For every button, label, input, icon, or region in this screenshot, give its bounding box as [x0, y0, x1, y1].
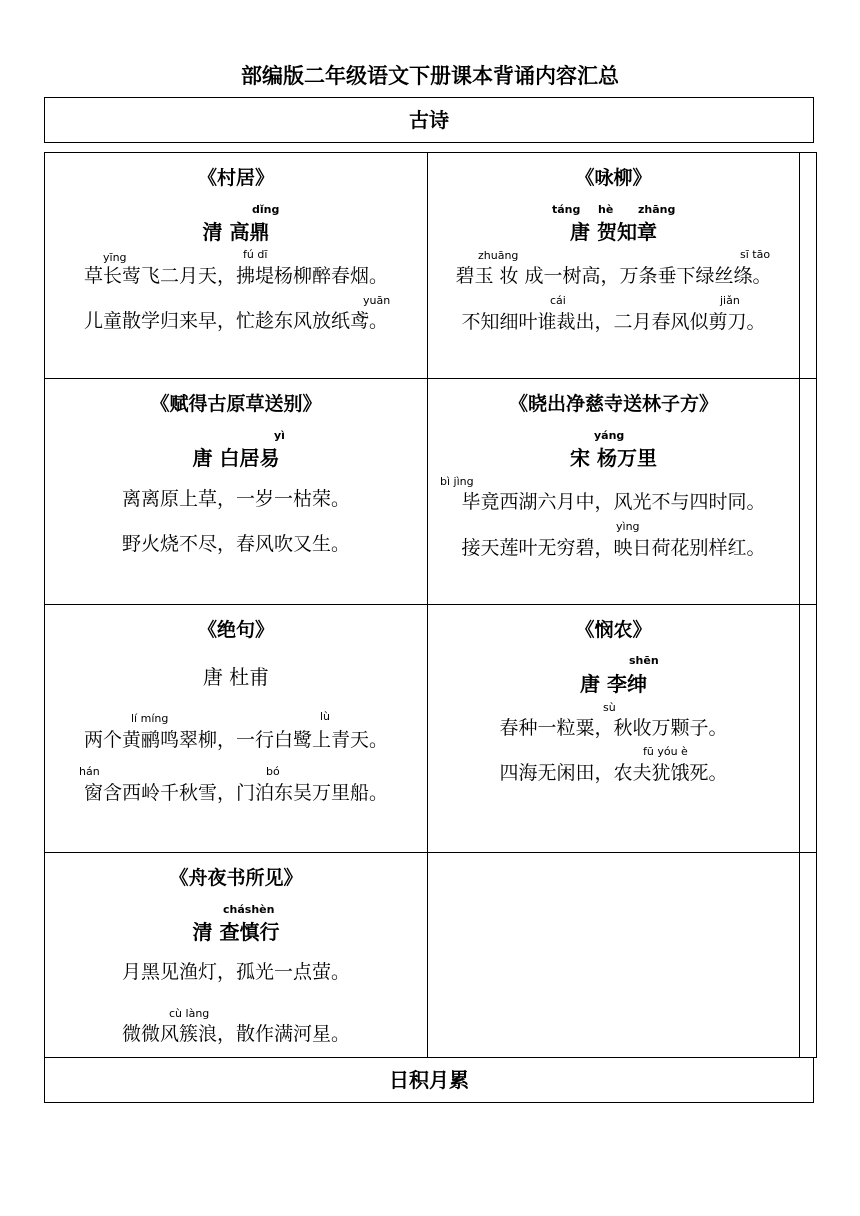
margin-cell	[800, 853, 817, 1058]
poem-author: 唐 贺知章	[570, 220, 657, 244]
pinyin-annotation: fū yóu è	[643, 745, 688, 758]
pinyin-annotation: sī tāo	[740, 248, 771, 261]
section-header-gushi: 古诗	[44, 97, 814, 143]
poem-cell-jueju	[45, 605, 428, 853]
poem-cell-cunju	[45, 153, 428, 379]
document-title: 部编版二年级语文下册课本背诵内容汇总	[241, 64, 619, 88]
poem-line: 两个黄鹂鸣翠柳，一行白鹭上青天。	[83, 729, 388, 751]
poem-title: 《村居》	[197, 167, 274, 189]
margin-cell	[800, 379, 817, 605]
pinyin-annotation: jiǎn	[720, 294, 740, 307]
pinyin-annotation: zhuāng	[478, 249, 519, 262]
poem-line: 碧玉 妆 成一树高，万条垂下绿丝绦。	[455, 265, 772, 287]
author-pinyin: zhāng	[638, 203, 676, 216]
author-pinyin: shēn	[629, 654, 659, 667]
pinyin-annotation: hán	[79, 765, 100, 778]
pinyin-annotation: yìng	[616, 520, 640, 533]
poem-author: 唐 李绅	[580, 672, 647, 696]
poem-title: 《绝句》	[197, 619, 274, 641]
author-pinyin: cháshèn	[223, 903, 275, 916]
pinyin-annotation: cù làng	[169, 1007, 210, 1020]
author-pinyin: yáng	[594, 429, 625, 442]
author-pinyin: dǐng	[252, 203, 280, 216]
pinyin-annotation: cái	[550, 294, 566, 307]
poem-line: 离离原上草，一岁一枯荣。	[121, 488, 350, 510]
poem-title: 《赋得古原草送别》	[150, 393, 322, 415]
poem-cell-minnong	[428, 605, 800, 853]
poem-line: 不知细叶谁裁出，二月春风似剪刀。	[461, 311, 766, 333]
pinyin-annotation: yīng	[103, 251, 127, 264]
poem-line: 春种一粒粟，秋收万颗子。	[499, 717, 728, 739]
poem-title: 《晓出净慈寺送林子方》	[508, 393, 718, 415]
author-pinyin: táng	[552, 203, 581, 216]
poem-author: 宋 杨万里	[570, 446, 657, 470]
poem-title: 《舟夜书所见》	[169, 867, 303, 889]
poem-line: 窗含西岭千秋雪，门泊东吴万里船。	[83, 782, 388, 804]
poem-line: 四海无闲田，农夫犹饿死。	[499, 762, 728, 784]
poem-cell-yongliu	[428, 153, 800, 379]
poem-cell-xiaochujingcisi	[428, 379, 800, 605]
poem-line: 月黑见渔灯，孤光一点萤。	[121, 961, 350, 983]
pinyin-annotation: sù	[603, 701, 616, 714]
pinyin-annotation: lí míng	[131, 712, 169, 725]
poem-table	[44, 152, 817, 1058]
poem-line: 毕竟西湖六月中，风光不与四时同。	[461, 491, 766, 513]
poem-line: 儿童散学归来早，忙趁东风放纸鸢。	[83, 310, 388, 332]
author-pinyin: hè	[598, 203, 614, 216]
section-header-rijiyuelei: 日积月累	[44, 1057, 814, 1103]
empty-cell	[428, 853, 800, 1058]
author-pinyin: yì	[274, 429, 285, 442]
poem-line: 接天莲叶无穷碧，映日荷花别样红。	[461, 537, 766, 559]
poem-title: 《咏柳》	[575, 167, 652, 189]
poem-author: 清 查慎行	[192, 920, 280, 944]
pinyin-annotation: lù	[320, 710, 331, 723]
pinyin-annotation: bó	[266, 765, 280, 778]
poem-line: 微微风簇浪，散作满河星。	[121, 1023, 350, 1045]
poem-title: 《悯农》	[575, 619, 652, 641]
pinyin-annotation: yuān	[363, 294, 391, 307]
pinyin-annotation: fú dī	[243, 248, 268, 261]
margin-cell	[800, 153, 817, 379]
poem-cell-zhouyeshusuojian	[45, 853, 428, 1058]
poem-author: 清 高鼎	[202, 220, 270, 244]
poem-author: 唐 杜甫	[202, 665, 270, 689]
poem-author: 唐 白居易	[192, 446, 280, 470]
poem-line: 草长莺飞二月天，拂堤杨柳醉春烟。	[83, 265, 388, 287]
poem-cell-fudeguyuancao	[45, 379, 428, 605]
pinyin-annotation: bì jìng	[440, 475, 474, 488]
poem-line: 野火烧不尽，春风吹又生。	[121, 533, 350, 555]
margin-cell	[800, 605, 817, 853]
